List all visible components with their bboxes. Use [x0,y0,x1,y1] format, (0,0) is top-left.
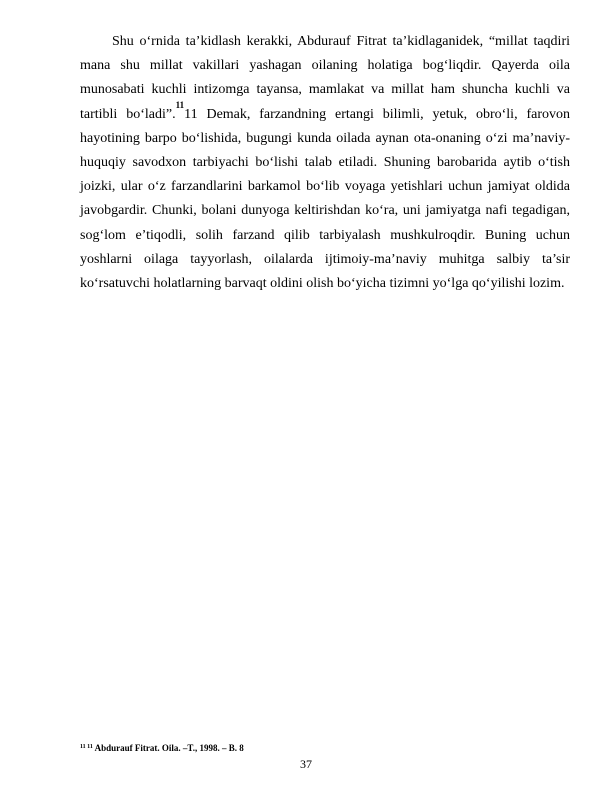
footnote-text: Abdurauf Fitrat. Oila. –T., 1998. – B. 8 [94,743,244,753]
footnote-reference: 11 [175,99,185,110]
footnote [80,743,244,754]
body-paragraph [80,30,570,296]
paragraph-text-end: 11 Demak, farzandning ertangi bilimli, yetuk, obro‘li, farovon hayotining barpo bo‘lishida, bugungi kunda oilada aynan ota-onaning o‘zi ma’naviy-huquqiy savodxon tarbiyachi bo‘lishi talab etiladi. Shuning barobarida aytib o‘tish joizki, ular o‘z farzandlarini barkamol bo‘lib voyaga yetishlari uchun jamiyat oldida javobgardir. Chunki, bolani dunyoga keltirishdan ko‘ra, uni jamiyatga nafi tegadigan, sog‘lom e’tiqodli, solih farzand qilib tarbiyalash mushkulroqdir. Buning uchun yoshlarni oilaga tayyorlash, oilalarda ijtimoiy-ma’naviy muhitga salbiy ta’sir ko‘rsatuvchi holatlarning barvaqt oldini olish bo‘yicha tizimni yo‘lga qo‘yilishi lozim. [80,106,570,292]
paragraph-text-start: Shu o‘rnida ta’kidlash kerakki, Abdurauf Fitrat ta’kidlaganidek, “millat taqdiri mana shu millat vakillari yashagan oilaning holatiga bog‘liqdir. Qayerda oila munosabati kuchli intizomga tayansa, mamlakat va millat ham shuncha kuchli va tartibli bo‘ladi”. [80,34,570,122]
footnote-marker: 11 11 [80,744,93,750]
page-number: 37 [300,757,312,771]
